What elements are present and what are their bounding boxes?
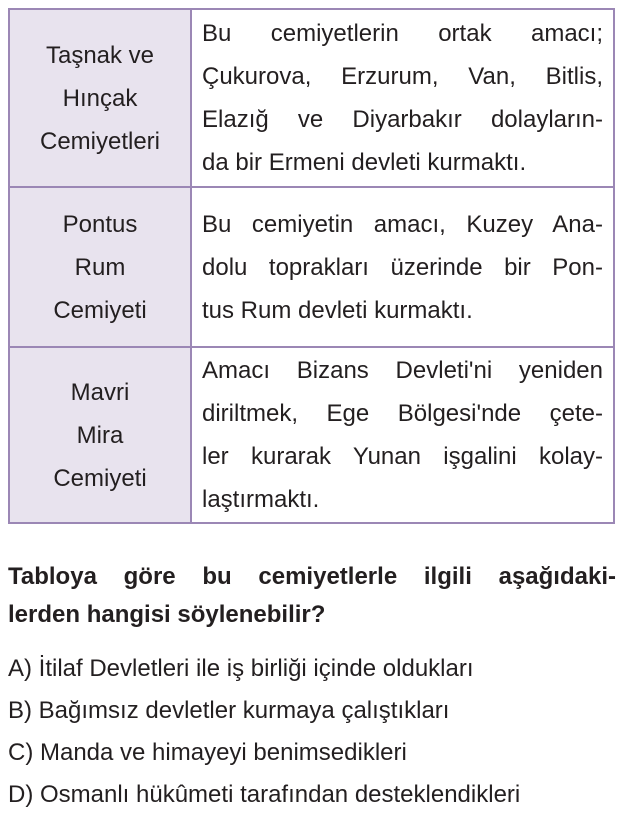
cemiyet-description-cell <box>191 347 614 523</box>
option-d[interactable]: D) Osmanlı hükûmeti tarafından desteklendikleri <box>8 781 521 808</box>
description-line: ler kurarak Yunan işgalini kolay- <box>202 443 603 470</box>
description-line: da bir Ermeni devleti kurmaktı. <box>202 149 527 176</box>
description-line: Çukurova, Erzurum, Van, Bitlis, <box>202 63 603 90</box>
cemiyet-name-cell <box>9 347 191 523</box>
option-a[interactable]: A) İtilaf Devletleri ile iş birliği içinde oldukları <box>8 655 474 682</box>
option-b[interactable]: B) Bağımsız devletler kurmaya çalıştıkları <box>8 697 450 724</box>
description-line: dolu toprakları üzerinde bir Pon- <box>202 253 603 281</box>
name-line: Mira <box>76 421 124 449</box>
answer-options <box>8 648 618 816</box>
question-line: lerden hangisi söylenebilir? <box>8 601 326 628</box>
name-line: Cemiyeti <box>53 296 147 324</box>
description-line: tus Rum devleti kurmaktı. <box>202 296 473 324</box>
cemiyet-name-cell <box>9 187 191 347</box>
description-line: laştırmaktı. <box>202 486 320 513</box>
name-line: Pontus <box>62 210 138 238</box>
name-line: Hınçak <box>62 84 138 112</box>
cemiyet-description-cell <box>191 9 614 187</box>
description-line: diriltmek, Ege Bölgesi'nde çete- <box>202 400 603 427</box>
name-line: Cemiyetleri <box>39 127 161 155</box>
description-line: Amacı Bizans Devleti'ni yeniden <box>202 357 603 384</box>
cemiyet-name-cell <box>9 9 191 187</box>
option-c[interactable]: C) Manda ve himayeyi benimsedikleri <box>8 739 407 766</box>
name-line: Mavri <box>70 378 130 406</box>
description-line: Bu cemiyetlerin ortak amacı; <box>202 20 603 47</box>
cemiyetler-table <box>8 8 615 524</box>
question-text <box>8 558 616 634</box>
cemiyet-description-cell <box>191 187 614 347</box>
table-row <box>9 187 614 347</box>
table-row <box>9 9 614 187</box>
question-line: Tabloya göre bu cemiyetlerle ilgili aşağıdaki- <box>8 563 616 590</box>
description-line: Elazığ ve Diyarbakır dolayların- <box>202 106 603 133</box>
description-line: Bu cemiyetin amacı, Kuzey Ana- <box>202 210 603 238</box>
name-line: Cemiyeti <box>53 464 147 492</box>
name-line: Rum <box>74 253 126 281</box>
name-line: Taşnak ve <box>45 41 155 69</box>
table-row <box>9 347 614 523</box>
